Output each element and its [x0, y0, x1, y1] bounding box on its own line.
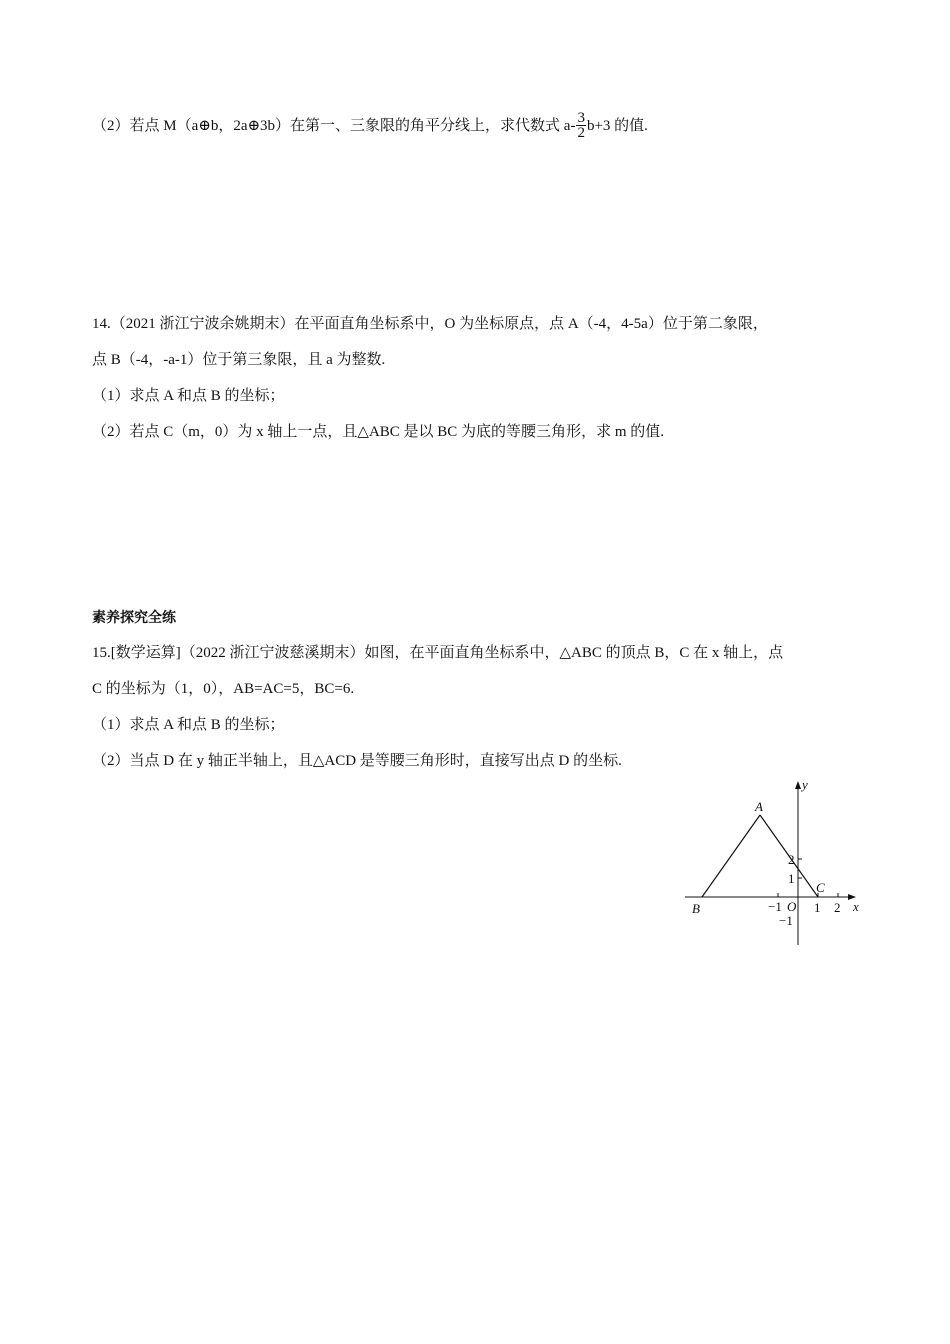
tick-label-x-2: 2	[834, 900, 841, 915]
q13-part2-suffix: b+3 的值.	[586, 117, 648, 134]
q14-line2: 点 B（-4，-a-1）位于第三象限，且 a 为整数.	[92, 352, 386, 368]
y-axis-arrow	[795, 781, 801, 789]
tick-label-origin: O	[787, 899, 797, 914]
label-x: x	[853, 899, 859, 914]
tick-label-x-neg1: −1	[768, 899, 782, 914]
q14-part2: （2）若点 C（m，0）为 x 轴上一点，且△ABC 是以 BC 为底的等腰三角形，求 m 的值.	[92, 424, 664, 440]
side-ab	[702, 815, 760, 897]
coordinate-figure	[680, 775, 865, 945]
fraction-numerator: 3	[577, 110, 585, 126]
q14-line1: 14.（2021 浙江宁波余姚期末）在平面直角坐标系中，O 为坐标原点，点 A（-4，4-5a）位于第二象限，	[92, 316, 768, 332]
tick-label-y-neg1: −1	[779, 913, 793, 928]
q15-line2: C 的坐标为（1，0），AB=AC=5，BC=6.	[92, 681, 355, 697]
label-y: y	[802, 777, 808, 792]
q14-part1: （1）求点 A 和点 B 的坐标；	[92, 388, 285, 404]
label-a: A	[755, 799, 763, 814]
tick-label-y-1: 1	[788, 871, 795, 886]
fraction-three-halves	[576, 111, 586, 140]
q13-part2	[92, 112, 648, 141]
q15-line1: 15.[数学运算]（2022 浙江宁波慈溪期末）如图，在平面直角坐标系中，△ABC 的顶点 B，C 在 x 轴上，点	[92, 645, 784, 661]
q13-part2-prefix: （2）若点 M（a⊕b，2a⊕3b）在第一、三象限的角平分线上，求代数式 a-	[92, 117, 576, 134]
fraction-denominator: 2	[577, 125, 585, 141]
q15-part1: （1）求点 A 和点 B 的坐标；	[92, 717, 285, 733]
q15-part2: （2）当点 D 在 y 轴正半轴上，且△ACD 是等腰三角形时，直接写出点 D 的坐标.	[92, 753, 622, 769]
tick-label-x-1: 1	[814, 900, 821, 915]
label-b: B	[692, 901, 700, 916]
label-c: C	[816, 880, 825, 895]
section-title: 素养探究全练	[92, 610, 176, 626]
tick-label-y-2: 2	[788, 852, 795, 867]
